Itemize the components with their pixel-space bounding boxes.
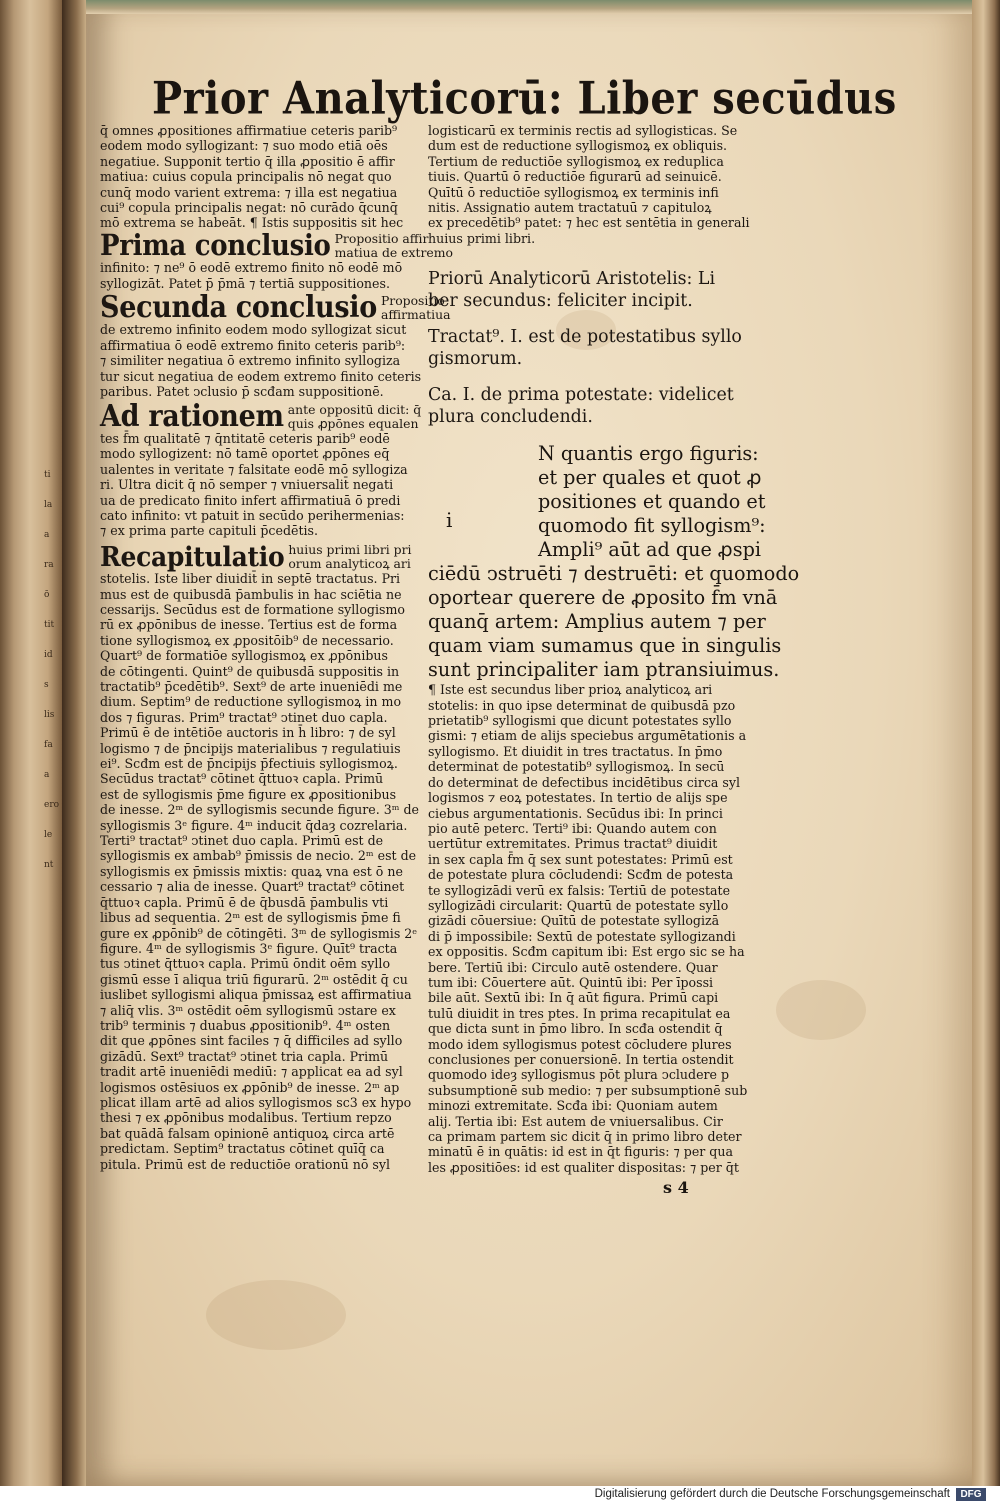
text-line: de potestate plura cōcludendi: Scđm de potesta: [428, 867, 734, 883]
text-line: ⁊ similiter negatiua ō extremo infinito syllogiza: [100, 353, 401, 369]
text-line: syllogismo. Et diuidit in tres tractatus. In p̄mo: [428, 743, 723, 759]
text-line: plicat illam artē ad alios syllogismos sc3 ex hypo: [100, 1094, 412, 1110]
text-line: affirmatiua ō eodē extremo finito ceteris parib⁹:: [100, 337, 406, 353]
text-line: de cōtingenti. Quint⁹ de quibusdā suppositis in: [100, 663, 400, 679]
text-line: mō extrema se habeāt. ¶ Istis suppositis sit hec: [100, 215, 404, 231]
text-line: iuslibet syllogismi aliqua p̄missaꝝ est affirmatiua: [100, 987, 412, 1003]
text-line: affirmatiua: [380, 307, 451, 323]
text-line: trib⁹ terminis ⁊ duabus ꝓpositionib⁹. 4ᵐ osten: [100, 1017, 391, 1033]
text-line: logismo ⁊ de p̄ncipijs materialibus ⁊ regulatiuis: [100, 740, 401, 756]
top-page-edge: [86, 0, 972, 14]
text-line: syllogismis ex p̄missis mixtis: quaꝝ vna est ō ne: [100, 863, 403, 879]
text-line: ¶ Iste est secundus liber prioꝝ analyticoꝝ ari: [428, 682, 713, 698]
text-line: gizādi cōuersiue: Quītū de potestate syllogizā: [428, 913, 720, 929]
text-line: cato infinito: vt patuit in secūdo perihermenias:: [100, 507, 405, 523]
text-line: cessarijs. Secūdus est de formatione syllogismo: [100, 601, 405, 617]
text-line: stotelis. Iste liber diuidit̄ in septē tractatus. Pri: [100, 571, 401, 587]
text-line: ca primam partem sic dicit q̄ in primo libro deter: [428, 1129, 742, 1145]
text-line: libus ad sequentia. 2ᵐ est de syllogismis p̄me fi: [100, 910, 401, 926]
text-line: tiuis. Quartū ō reductiōe figurarū ad seinuicē.: [428, 169, 722, 185]
left-page-edge: [0, 0, 62, 1486]
text-line: de extremo infinito eodem modo syllogizat sicut: [100, 322, 407, 338]
text-line: bere. Tertiū ibi: Circulo autē ostendere. Quar: [428, 959, 718, 975]
text-line: determinat de potestatib⁹ syllogismoꝝ. In secū: [428, 759, 725, 775]
text-line: Secūdus tractat⁹ cōtinet q̄ttuoꝛ capla. Primū: [100, 771, 384, 787]
ad-rationem-block: [100, 399, 422, 434]
text-line: cessario ⁊ alia de inesse. Quart⁹ tractat⁹ cōtinet: [100, 879, 405, 895]
text-line: q̄ omnes ꝓpositiones affirmatiue ceteris parib⁹: [100, 123, 398, 138]
text-line: tulū diuidit in tres ptes. In prima recapitulat ea: [428, 1005, 731, 1021]
section-heading: Ad rationem: [100, 399, 284, 434]
text-line: di p̄ impossibile: Sextū de potestate syllogizandi: [428, 928, 736, 944]
text-line: syllogizāt. Patet p̄ p̄mā ⁊ tertiā suppositiones.: [100, 275, 390, 291]
text-line: tione syllogismoꝝ ex ꝓpositōib⁹ de necessario.: [100, 632, 394, 648]
section-heading: Secunda conclusio: [100, 290, 377, 325]
text-line: les ꝓpositiōes: id est qualiter dispositas: ⁊ per q̄t: [428, 1159, 739, 1175]
intro-paragraph: [100, 123, 404, 231]
text-line: Priorū Analyticorū Aristotelis: Li: [428, 269, 716, 290]
secunda-conclusio-block: [100, 290, 451, 325]
dfg-logo: DFG: [956, 1488, 986, 1501]
text-line: pitula. Primū est de reductiōe orationū nō syl: [100, 1156, 391, 1172]
text-line: tes f̄m qualitatē ⁊ q̄ntitatē ceteris parib⁹ eodē: [100, 430, 390, 446]
text-line: gismi: ⁊ etiam de alijs speciebus argumētationis a: [428, 728, 747, 744]
left-page-fragment: ero: [44, 800, 60, 810]
text-line: syllogizādi circularit: Quartū de potestate syllo: [428, 897, 729, 913]
text-line: minozi extremitate. Scđa ibi: Quoniam autem: [428, 1098, 718, 1114]
left-page-fragment: s: [44, 680, 49, 690]
text-line: Quart⁹ de formatiōe syllogismoꝝ ex ꝓpōnibus: [100, 648, 388, 664]
text-line: matiua: cuius copula principalis nō negat quo: [100, 169, 392, 185]
text-line: subsumptionē sub medio: ⁊ per subsumptionē sub: [428, 1082, 748, 1098]
text-line: ua de predicato finito infert affirmatiuā ō predi: [100, 492, 401, 508]
text-line: syllogismis 3ᵉ figure. 4ᵐ inducit q̄daȝ cozrelaria.: [100, 817, 408, 833]
text-line: predictam. Septim⁹ tractatus cōtinet quīq̄ ca: [100, 1141, 385, 1157]
text-line: quomodo ideȝ syllogismus pōt plura ↄcludere p: [428, 1067, 730, 1083]
left-page-fragment: fa: [44, 740, 53, 750]
text-line: ⁊ aliq̄ vlis. 3ᵐ ostēdit oēm syllogismū ↄstare ex: [100, 1002, 396, 1018]
left-page-fragment: lis: [44, 710, 55, 720]
text-line: ualentes in veritate ⁊ falsitate eodē mō syllogiza: [100, 461, 408, 477]
section-heading: Recapitulatio: [100, 540, 285, 573]
right-page-edge: [972, 0, 1000, 1486]
text-line: orum analyticoꝝ ari: [288, 555, 411, 571]
text-line: gismū esse ī aliqua triū figurarū. 2ᵐ ostēdit q̄ cu: [100, 971, 408, 987]
left-page-fragment: ti: [44, 470, 51, 480]
text-line: est de syllogismis p̄me figure ex ꝓpositionibus: [100, 786, 397, 802]
text-line: ber secundus: feliciter incipit.: [428, 291, 693, 312]
text-line: mus est de quibusdā p̄ambulis in hac sciētia ne: [100, 586, 402, 602]
text-line: cunq̄ modo varient extrema: ⁊ illa est negatiua: [100, 184, 398, 200]
text-line: quomodo fit syllogism⁹:: [538, 514, 766, 538]
text-line: negatiue. Supponit tertio q̄ illa ꝓpositio ē affir: [100, 153, 395, 169]
text-line: ex precedētib⁹ patet: ⁊ hec est sentētia in generali: [428, 215, 750, 231]
text-line: positiones et quando et: [538, 490, 766, 514]
text-line: Ampli⁹ aūt ad que ꝓspi: [538, 538, 762, 562]
text-line: logismos ⁊ eoꝝ potestates. In tertio de alijs spe: [428, 790, 728, 806]
text-line: ante oppositū dicit: q̄: [287, 401, 422, 417]
left-page-fragment: ō: [44, 590, 50, 600]
text-line: ex oppositis. Scđm capitum ibi: Est ergo sic se ha: [428, 944, 745, 960]
text-line: quam viam sumamus que in singulis: [428, 634, 782, 658]
section-text: [100, 260, 403, 291]
text-line: figure. 4ᵐ de syllogismis 3ᵉ figure. Quīt⁹ tracta: [100, 940, 398, 956]
book-title: [428, 268, 740, 312]
text-line: Ca. I. de prima potestate: videlicet: [428, 385, 734, 406]
commentary-text: [428, 682, 748, 1175]
text-line: do determinat de defectibus incidētibus circa syl: [428, 774, 741, 790]
section-heading: Prima conclusio: [100, 229, 331, 263]
text-line: q̄ttuoꝛ capla. Primū ē de q̄busdā p̄ambulis vti: [100, 894, 389, 910]
text-line: infinito: ⁊ ne⁹ ō eodē extremo finito nō eodē mō: [100, 260, 403, 276]
text-line: matiua de extremo: [334, 245, 453, 261]
left-page-fragment: ra: [44, 560, 54, 570]
text-line: logisticarū ex terminis rectis ad syllogisticas. Se: [428, 123, 738, 138]
text-line: N quantis ergo figuris:: [538, 442, 759, 466]
text-line: in sex capla f̄m q̄ sex sunt potestates: Primū est: [428, 851, 733, 867]
text-line: sunt principaliter iam ptransiuimus.: [428, 658, 780, 682]
text-line: plura concludendi.: [428, 407, 593, 428]
left-page-fragment: id: [44, 650, 53, 660]
text-line: et per quales et quot ꝓ: [538, 466, 762, 490]
text-line: modo syllogizent: nō tamē oportet ꝓpōnes eq̄: [100, 446, 390, 462]
text-line: dit que ꝓpōnes sint faciles ⁊ q̄ difficiles ad syllo: [100, 1033, 403, 1049]
section-text: [100, 571, 419, 1172]
signature-mark: s 4: [663, 1178, 689, 1197]
text-line: bile aūt. Sextū ibi: In q̄ aūt figura. Primū capi: [428, 990, 719, 1006]
running-head: Prior Analyticorū: Liber secūdus: [152, 72, 897, 125]
text-line: pio autē peterc. Terti⁹ ibi: Quando autem con: [428, 820, 717, 836]
text-line: oportear querere de ꝓposito f̄m vnā: [428, 586, 778, 610]
text-line: tur sicut negatiua de eodem extremo finito ceteris: [100, 368, 422, 384]
text-line: gure ex ꝓpōnib⁹ de cōtingēti. 3ᵐ de syllogismis 2ᵉ: [100, 925, 418, 941]
text-line: Tertium de reductiōe syllogismoꝝ ex reduplica: [428, 153, 724, 169]
text-line: modo idem syllogismus potest cōcludere plures: [428, 1036, 732, 1052]
text-line: stotelis: in quo ipse determinat de quibusdā pzo: [428, 697, 736, 713]
text-line: dum est de reductione syllogismoꝝ ex obliquis.: [428, 138, 728, 154]
chapter-heading: [428, 384, 740, 428]
text-line: conclusiones per conuersionē. In tertia ostendit: [428, 1052, 734, 1067]
aristotle-text: [428, 562, 800, 682]
text-line: cui⁹ copula principalis negat: nō curādo q̄cunq̄: [100, 200, 398, 216]
text-line: que dicta sunt in p̄mo libro. In scđa ostendit q̄: [428, 1021, 723, 1037]
text-line: Propositio: [380, 293, 445, 309]
text-line: uertūtur extremitates. Primus tractat⁹ diuidit: [428, 836, 718, 852]
text-line: Propositio affir: [334, 230, 429, 246]
aristotle-text-indented: [428, 442, 766, 562]
left-page-fragment: nt: [44, 860, 54, 870]
text-line: de inesse. 2ᵐ de syllogismis secunde figure. 3ᵐ de: [100, 802, 419, 818]
text-line: dos ⁊ figuras. Prim⁹ tractat⁹ ↄtinet duo capla.: [100, 709, 388, 725]
text-line: ri. Ultra dicit q̄ nō semper ⁊ vniuersalit̄ negati: [100, 477, 394, 493]
text-line: Quītū ō reductiōe syllogismoꝝ ex terminis infi: [428, 184, 719, 200]
left-text-column: [100, 123, 453, 1172]
left-page-fragment: le: [44, 830, 53, 840]
section-text: [100, 430, 408, 539]
text-line: gizādū. Sext⁹ tractat⁹ ↄtinet tria capla. Primū: [100, 1048, 389, 1064]
text-line: eodem modo syllogizant: ⁊ suo modo etiā oēs: [100, 138, 388, 154]
text-line: huius primi libri.: [428, 230, 536, 246]
left-page-fragment: tit: [44, 620, 55, 630]
text-line: syllogismis ex ambab⁹ p̄missis de necio. 2ᵐ est de: [100, 848, 417, 864]
tractatus-heading: [428, 326, 740, 370]
initial-letter-guide: i: [446, 508, 453, 532]
right-text-column: [428, 123, 800, 1175]
text-line: ei⁹. Scđm est de p̄ncipijs p̄fectiuis syllogismoꝝ.: [100, 756, 398, 772]
funding-credit: Digitalisierung gefördert durch die Deutsche Forschungsgemeinschaft: [594, 1488, 950, 1500]
text-line: Tractat⁹. I. est de potestatibus syllo: [428, 327, 742, 348]
digitization-footer: [0, 1486, 1000, 1504]
text-line: ⁊ ex prima parte capituli p̄cedētis.: [100, 523, 319, 539]
text-line: minatū ē in quātis: id est in q̄t figuris: ⁊ per qua: [428, 1144, 733, 1160]
text-line: tum ibi: Cōuertere aūt. Quintū ibi: Per īpossi: [428, 974, 714, 990]
text-line: tus ↄtinet q̄ttuoꝛ capla. Primū ōndit oēm syllo: [100, 956, 391, 972]
recapitulatio-block: [100, 540, 412, 573]
left-page-fragment: a: [44, 770, 50, 780]
text-line: Terti⁹ tractat⁹ ↄtinet duo capla. Primū est de: [100, 833, 384, 849]
text-line: alij. Tertia ibi: Est autem de vniuersalibus. Cir: [428, 1113, 723, 1129]
text-line: tradit artē inueniēdi mediū: ⁊ applicat ea ad syl: [100, 1064, 403, 1080]
text-line: thesi ⁊ ex ꝓpōnibus modalibus. Tertium repzo: [100, 1110, 392, 1126]
prima-conclusio-block: [100, 229, 453, 263]
text-line: paribus. Patet ↄclusio p̄ scđam suppositionē.: [100, 384, 384, 400]
text-line: rū ex ꝓpōnibus de inesse. Tertius est de forma: [100, 617, 398, 633]
book-gutter: [62, 0, 86, 1486]
text-line: prietatib⁹ syllogismi que dicunt potestates syllo: [428, 713, 732, 729]
text-line: nitis. Assignatio autem tractatuū ⁊ capituloꝝ: [428, 200, 712, 216]
text-line: te syllogizādi verū ex falsis: Tertiū de potestate: [428, 882, 731, 898]
text-line: logismos ostēsiuos ex ꝓpōnib⁹ de inesse. 2ᵐ ap: [100, 1079, 400, 1095]
text-line: quis ꝓpōnes equalen: [287, 415, 419, 431]
text-line: Primū ē de intētiōe auctoris in h̄ libro: ⁊ de syl: [100, 725, 396, 741]
continued-commentary: [428, 123, 750, 246]
text-line: ciebus argumentationis. Secūdus ibi: In princi: [428, 805, 723, 821]
text-line: ciēdū ↄstruēti ⁊ destruēti: et quomodo: [428, 562, 800, 586]
text-line: huius primi libri pri: [288, 541, 412, 557]
left-page-fragment: la: [44, 500, 53, 510]
text-line: bat quādā falsam opinionē antiquoꝝ circa artē: [100, 1125, 395, 1141]
text-line: dium. Septim⁹ de reductione syllogismoꝝ in mo: [100, 694, 402, 710]
left-page-fragment: a: [44, 530, 50, 540]
text-line: quanq̄ artem: Amplius autem ⁊ per: [428, 610, 766, 634]
text-line: tractatib⁹ p̄cedētib⁹. Sext⁹ de arte inueniēdi me: [100, 679, 403, 694]
text-line: gismorum.: [428, 349, 523, 370]
section-text: [100, 322, 422, 400]
